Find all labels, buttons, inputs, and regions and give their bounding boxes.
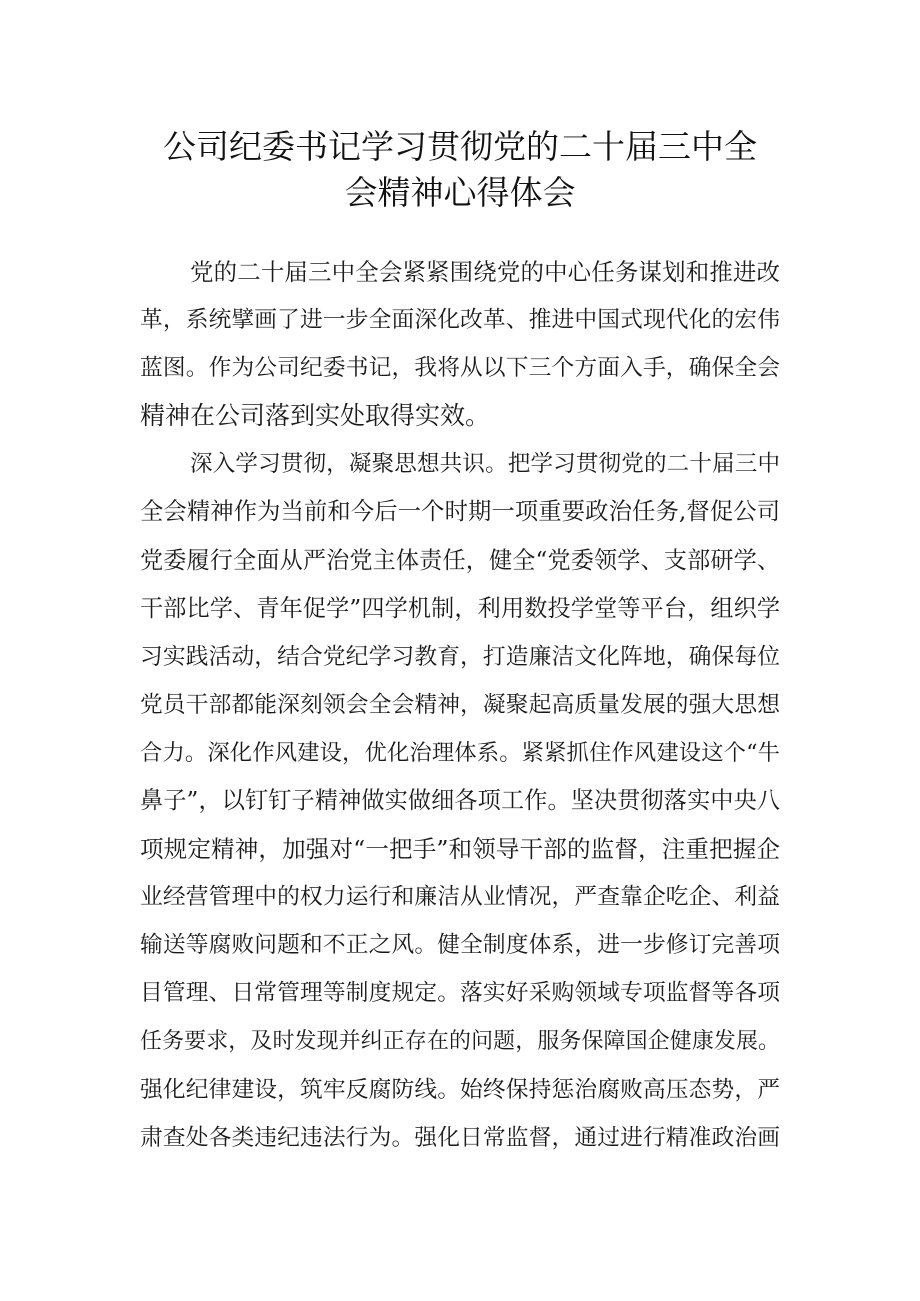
body-line: 蓝图。作为公司纪委书记，我将从以下三个方面入手，确保全会 [140,355,780,382]
body-line: 项规定精神，加强对“一把手”和领导干部的监督，注重把握企 [140,835,780,864]
body-line: 党委履行全面从严治党主体责任，健全“党委领学、支部研学、 [140,547,780,574]
body-line: 任务要求，及时发现并纠正存在的问题，服务保障国企健康发展。 [140,1028,780,1054]
body-line: 肃查处各类违纪违法行为。强化日常监督，通过进行精准政治画 [140,1124,780,1151]
body-line: 习实践活动，结合党纪学习教育，打造廉洁文化阵地，确保每位 [140,643,780,670]
body-line: 干部比学、青年促学”四学机制，利用数投学堂等平台，组织学 [140,595,780,622]
title-line-1: 公司纪委书记学习贯彻党的二十届三中全 [163,127,757,166]
body-line: 党员干部都能深刻领会全会精神，凝聚起高质量发展的强大思想 [140,691,780,718]
body-line: 输送等腐败问题和不正之风。健全制度体系，进一步修订完善项 [140,932,780,959]
title-line-2: 会精神心得体会 [344,173,576,212]
body-line: 目管理、日常管理等制度规定。落实好采购领域专项监督等各项 [140,980,780,1007]
body-line: 鼻子”，以钉钉子精神做实做细各项工作。坚决贯彻落实中央八 [140,788,780,815]
body-line: 党的二十届三中全会紧紧围绕党的中心任务谋划和推进改 [190,258,780,286]
body-line: 合力。深化作风建设，优化治理体系。紧紧抓住作风建设这个“牛 [140,739,780,766]
body-line: 革，系统擘画了进一步全面深化改革、推进中国式现代化的宏伟 [140,307,780,334]
body-line: 强化纪律建设，筑牢反腐防线。始终保持惩治腐败高压态势，严 [140,1076,780,1103]
document-title [140,124,780,216]
document-body [140,248,780,1162]
body-line: 业经营管理中的权力运行和廉洁从业情况，严查靠企吃企、利益 [140,884,780,911]
body-line: 全会精神作为当前和今后一个时期一项重要政治任务,督促公司 [140,498,780,526]
body-line: 深入学习贯彻，凝聚思想共识。把学习贯彻党的二十届三中 [190,451,780,478]
body-line: 精神在公司落到实处取得实效。 [140,401,491,431]
